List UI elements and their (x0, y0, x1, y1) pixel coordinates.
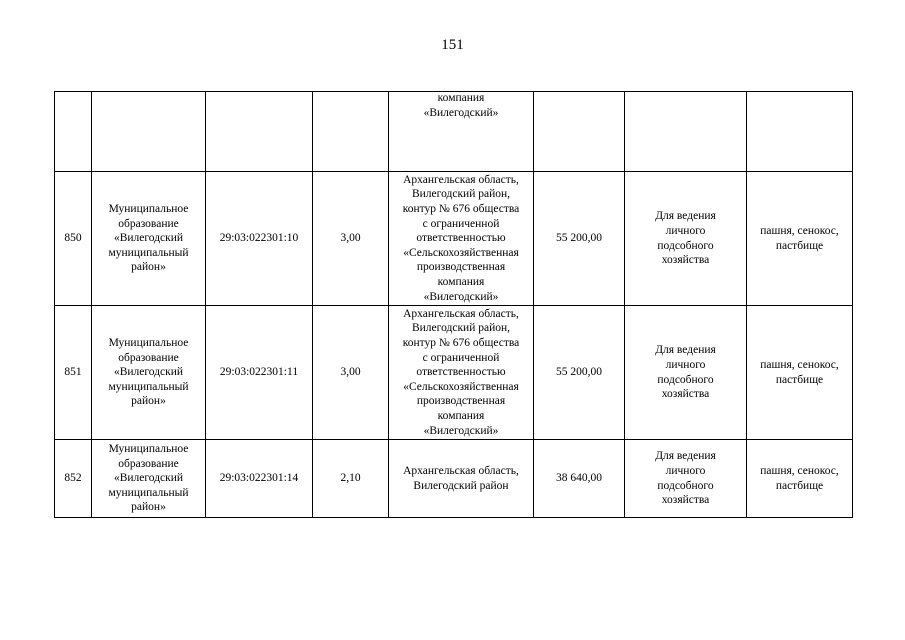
cell-cadastral-value: 55 200,00 (534, 172, 625, 306)
cell-location: Архангельская область, Вилегодский район, контур № 676 общества с ограниченной ответственностью «Сельскохозяйственная производственная компания «Вилегодский» (389, 172, 534, 306)
cell-cadastral-number: 29:03:022301:10 (206, 172, 313, 306)
cell-owner: Муниципальное образование «Вилегодский муниципальный район» (92, 306, 206, 440)
cell-number (55, 92, 92, 172)
cell-number: 852 (55, 440, 92, 518)
cell-purpose: Для ведения личного подсобного хозяйства (625, 306, 747, 440)
cell-purpose (625, 92, 747, 172)
cell-land-type: пашня, сенокос, пастбище (747, 172, 853, 306)
cell-purpose: Для ведения личного подсобного хозяйства (625, 440, 747, 518)
cell-cadastral-value: 55 200,00 (534, 306, 625, 440)
land-registry-table (54, 91, 853, 518)
cell-cadastral-number: 29:03:022301:14 (206, 440, 313, 518)
cell-area: 3,00 (313, 306, 389, 440)
cell-location: Архангельская область, Вилегодский район (389, 440, 534, 518)
table-row (55, 306, 853, 440)
cell-number: 851 (55, 306, 92, 440)
cell-cadastral-number (206, 92, 313, 172)
cell-location: компания «Вилегодский» (389, 92, 534, 172)
cell-land-type: пашня, сенокос, пастбище (747, 306, 853, 440)
cell-owner: Муниципальное образование «Вилегодский муниципальный район» (92, 440, 206, 518)
cell-land-type (747, 92, 853, 172)
table-row-continuation (55, 92, 853, 172)
cell-purpose: Для ведения личного подсобного хозяйства (625, 172, 747, 306)
cell-cadastral-value (534, 92, 625, 172)
table-row (55, 172, 853, 306)
cell-area: 3,00 (313, 172, 389, 306)
cell-land-type: пашня, сенокос, пастбище (747, 440, 853, 518)
cell-owner: Муниципальное образование «Вилегодский муниципальный район» (92, 172, 206, 306)
table-row (55, 440, 853, 518)
cell-cadastral-number: 29:03:022301:11 (206, 306, 313, 440)
cell-location: Архангельская область, Вилегодский район, контур № 676 общества с ограниченной ответственностью «Сельскохозяйственная производственная компания «Вилегодский» (389, 306, 534, 440)
page-number: 151 (441, 37, 464, 53)
cell-area (313, 92, 389, 172)
cell-cadastral-value: 38 640,00 (534, 440, 625, 518)
cell-owner (92, 92, 206, 172)
cell-number: 850 (55, 172, 92, 306)
cell-area: 2,10 (313, 440, 389, 518)
